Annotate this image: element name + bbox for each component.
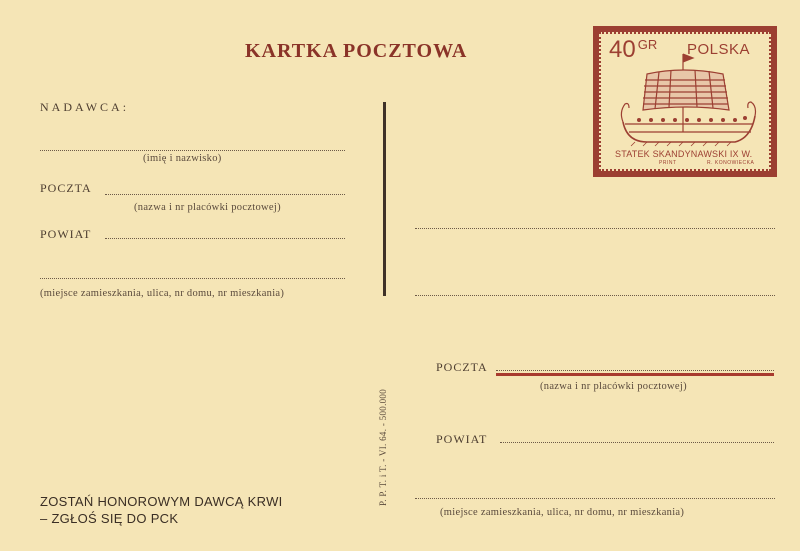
- stamp-small-left: PRINT: [659, 160, 677, 166]
- stamp-inner: [599, 32, 771, 171]
- card-title: KARTKA POCZTOWA: [245, 40, 468, 62]
- recipient-line-2[interactable]: [415, 295, 775, 296]
- recipient-post-caption: (nazwa i nr placówki pocztowej): [540, 381, 687, 392]
- sender-post-line[interactable]: [105, 194, 345, 195]
- stamp-caption: STATEK SKANDYNAWSKI IX W.: [615, 149, 753, 159]
- recipient-post-underline: [496, 373, 774, 376]
- sender-county-line[interactable]: [105, 238, 345, 239]
- stamp-country: POLSKA: [687, 41, 751, 58]
- recipient-county-line[interactable]: [500, 442, 774, 443]
- recipient-address-line[interactable]: [415, 498, 775, 499]
- recipient-address-caption: (miejsce zamieszkania, ulica, nr domu, nr mieszkania): [440, 507, 685, 518]
- stamp-small-right: R. KONOWIECKA: [707, 160, 755, 166]
- slogan-line-1: ZOSTAŃ HONOROWYM DAWCĄ KRWI: [40, 494, 283, 509]
- stamp-value-unit: GR: [637, 37, 658, 52]
- print-code: [378, 380, 392, 515]
- viking-ship-icon: [617, 52, 757, 147]
- recipient-county-label: POWIAT: [436, 432, 488, 446]
- slogan: [40, 493, 283, 527]
- sender-post-caption: (nazwa i nr placówki pocztowej): [134, 202, 281, 213]
- vertical-divider: [383, 102, 386, 296]
- sender-name-line[interactable]: [40, 150, 345, 151]
- sender-address-caption: (miejsce zamieszkania, ulica, nr domu, nr mieszkania): [40, 288, 285, 299]
- print-code-text: P. P. T. i T. - VI. 64. - 500.000: [378, 388, 388, 507]
- recipient-post-label: POCZTA: [436, 360, 488, 374]
- sender-name-caption: (imię i nazwisko): [143, 153, 222, 164]
- recipient-post-line[interactable]: [496, 370, 774, 371]
- stamp-value-number: 40: [609, 36, 636, 63]
- recipient-line-1[interactable]: [415, 228, 775, 229]
- postage-stamp: [593, 26, 777, 177]
- sender-post-label: POCZTA: [40, 181, 92, 195]
- sender-county-label: POWIAT: [40, 227, 92, 241]
- slogan-line-2: – ZGŁOŚ SIĘ DO PCK: [40, 511, 179, 526]
- sender-heading: NADAWCA:: [40, 100, 130, 114]
- sender-address-line[interactable]: [40, 278, 345, 279]
